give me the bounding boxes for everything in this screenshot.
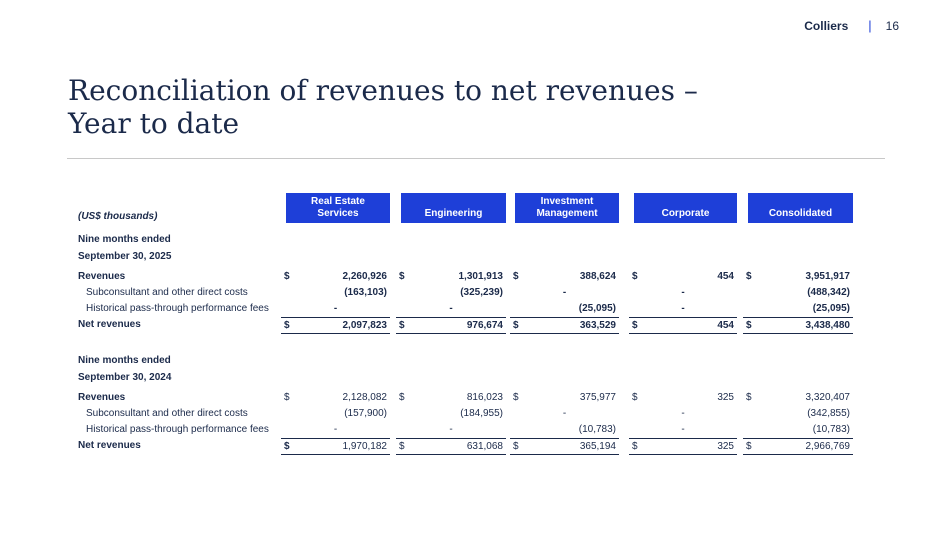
section-heading bbox=[78, 231, 858, 265]
table-row bbox=[78, 317, 858, 333]
revenue-reconciliation-table bbox=[78, 193, 858, 454]
table-row bbox=[78, 390, 858, 406]
row-label: Revenues bbox=[78, 271, 126, 282]
cell-value: (157,900) bbox=[344, 408, 387, 419]
value-cell bbox=[743, 422, 853, 437]
value-cell bbox=[743, 390, 853, 405]
value-cell bbox=[510, 422, 619, 437]
value-cell bbox=[510, 438, 619, 455]
cell-value: 454 bbox=[717, 320, 734, 331]
section-heading-line1: Nine months ended bbox=[78, 355, 171, 366]
cell-value: (325,239) bbox=[460, 287, 503, 298]
table-row bbox=[78, 301, 858, 317]
currency-symbol: $ bbox=[746, 271, 752, 282]
row-label: Net revenues bbox=[78, 319, 141, 330]
column-header-line2: Corporate bbox=[661, 208, 710, 219]
cell-value: - bbox=[681, 424, 685, 435]
cell-value: - bbox=[681, 303, 685, 314]
cell-value: - bbox=[681, 408, 685, 419]
row-label: Historical pass-through performance fees bbox=[86, 424, 269, 435]
cell-value: (25,095) bbox=[812, 303, 850, 314]
column-header-line2: Management bbox=[536, 208, 598, 219]
cell-value: 3,438,480 bbox=[805, 320, 850, 331]
title-line-2: Year to date bbox=[68, 107, 240, 140]
currency-symbol: $ bbox=[399, 271, 405, 282]
table-header bbox=[78, 193, 858, 223]
title-line-1: Reconciliation of revenues to net revenues – bbox=[68, 74, 698, 107]
value-cell bbox=[510, 285, 619, 300]
cell-value: - bbox=[562, 287, 567, 298]
cell-value: 2,097,823 bbox=[342, 320, 387, 331]
row-label: Net revenues bbox=[78, 440, 141, 451]
value-cell bbox=[510, 317, 619, 334]
value-cell bbox=[281, 269, 390, 284]
value-cell bbox=[743, 269, 853, 284]
cell-value: (163,103) bbox=[344, 287, 387, 298]
cell-value: - bbox=[681, 287, 685, 298]
units-label: (US$ thousands) bbox=[78, 211, 158, 222]
page-number: 16 bbox=[885, 18, 899, 33]
value-cell bbox=[629, 438, 737, 455]
value-cell bbox=[743, 285, 853, 300]
currency-symbol: $ bbox=[513, 320, 519, 331]
table-row bbox=[78, 406, 858, 422]
value-cell bbox=[396, 285, 506, 300]
currency-symbol: $ bbox=[632, 320, 638, 331]
currency-symbol: $ bbox=[399, 392, 405, 403]
column-header-line2: Consolidated bbox=[768, 208, 833, 219]
cell-value: 325 bbox=[717, 392, 734, 403]
cell-value: - bbox=[449, 303, 453, 314]
cell-value: 1,301,913 bbox=[458, 271, 503, 282]
cell-value: 454 bbox=[717, 271, 734, 282]
section-heading-line2: September 30, 2024 bbox=[78, 372, 172, 383]
column-header-text bbox=[425, 208, 483, 220]
column-header bbox=[515, 193, 619, 223]
top-bar bbox=[804, 18, 899, 33]
cell-value: 816,023 bbox=[466, 392, 503, 403]
currency-symbol: $ bbox=[746, 392, 752, 403]
value-cell bbox=[281, 390, 390, 405]
value-cell bbox=[629, 422, 737, 437]
cell-value: 1,970,182 bbox=[342, 441, 387, 452]
title-divider bbox=[67, 158, 885, 159]
value-cell bbox=[629, 285, 737, 300]
value-cell bbox=[629, 301, 737, 316]
cell-value: - bbox=[333, 424, 338, 435]
table-row bbox=[78, 285, 858, 301]
cell-value: 363,529 bbox=[579, 320, 616, 331]
currency-symbol: $ bbox=[284, 271, 290, 282]
value-cell bbox=[281, 406, 390, 421]
column-header bbox=[286, 193, 390, 223]
value-cell bbox=[629, 317, 737, 334]
value-cell bbox=[510, 406, 619, 421]
table-row bbox=[78, 422, 858, 438]
column-header bbox=[748, 193, 853, 223]
value-cell bbox=[629, 269, 737, 284]
cell-value: 2,966,769 bbox=[805, 441, 850, 452]
section-heading bbox=[78, 352, 858, 386]
cell-value: 3,951,917 bbox=[805, 271, 850, 282]
cell-value: 2,128,082 bbox=[342, 392, 387, 403]
value-cell bbox=[510, 301, 619, 316]
cell-value: 2,260,926 bbox=[342, 271, 387, 282]
currency-symbol: $ bbox=[746, 441, 752, 452]
column-header bbox=[401, 193, 506, 223]
header-separator: | bbox=[868, 18, 872, 33]
cell-value: (25,095) bbox=[578, 303, 616, 314]
value-cell bbox=[396, 406, 506, 421]
currency-symbol: $ bbox=[284, 441, 290, 452]
value-cell bbox=[396, 390, 506, 405]
cell-value: (10,783) bbox=[578, 424, 616, 435]
section-heading-line1: Nine months ended bbox=[78, 234, 171, 245]
value-cell bbox=[396, 269, 506, 284]
cell-value: 388,624 bbox=[579, 271, 616, 282]
currency-symbol: $ bbox=[399, 320, 405, 331]
cell-value: - bbox=[333, 303, 338, 314]
value-cell bbox=[281, 438, 390, 455]
value-cell bbox=[629, 406, 737, 421]
cell-value: 375,977 bbox=[579, 392, 616, 403]
currency-symbol: $ bbox=[513, 271, 519, 282]
row-label: Revenues bbox=[78, 392, 126, 403]
value-cell bbox=[396, 317, 506, 334]
value-cell bbox=[743, 301, 853, 316]
value-cell bbox=[396, 422, 506, 437]
value-cell bbox=[281, 422, 390, 437]
table-row bbox=[78, 269, 858, 285]
cell-value: (342,855) bbox=[807, 408, 850, 419]
table-row bbox=[78, 438, 858, 454]
currency-symbol: $ bbox=[513, 392, 519, 403]
row-label: Subconsultant and other direct costs bbox=[86, 287, 248, 298]
value-cell bbox=[743, 438, 853, 455]
page-title bbox=[68, 74, 788, 140]
column-header-line1: Investment bbox=[540, 196, 594, 207]
value-cell bbox=[629, 390, 737, 405]
value-cell bbox=[510, 269, 619, 284]
cell-value: 631,068 bbox=[466, 441, 503, 452]
currency-symbol: $ bbox=[632, 271, 638, 282]
currency-symbol: $ bbox=[284, 392, 290, 403]
column-header-text bbox=[662, 208, 710, 220]
cell-value: 976,674 bbox=[466, 320, 503, 331]
column-header-text bbox=[536, 196, 597, 220]
column-header-line2: Services bbox=[317, 208, 359, 219]
column-header bbox=[634, 193, 737, 223]
currency-symbol: $ bbox=[632, 392, 638, 403]
currency-symbol: $ bbox=[632, 441, 638, 452]
currency-symbol: $ bbox=[746, 320, 752, 331]
column-header-line1: Real Estate bbox=[311, 196, 365, 207]
cell-value: (10,783) bbox=[812, 424, 850, 435]
cell-value: 3,320,407 bbox=[805, 392, 850, 403]
row-label: Historical pass-through performance fees bbox=[86, 303, 269, 314]
value-cell bbox=[281, 285, 390, 300]
value-cell bbox=[743, 406, 853, 421]
currency-symbol: $ bbox=[513, 441, 519, 452]
value-cell bbox=[396, 438, 506, 455]
cell-value: - bbox=[562, 408, 567, 419]
cell-value: - bbox=[449, 424, 453, 435]
column-header-line2: Engineering bbox=[424, 208, 483, 219]
brand-name: Colliers bbox=[804, 18, 849, 33]
value-cell bbox=[743, 317, 853, 334]
column-header-text bbox=[769, 208, 832, 220]
currency-symbol: $ bbox=[399, 441, 405, 452]
cell-value: 325 bbox=[717, 441, 734, 452]
value-cell bbox=[510, 390, 619, 405]
column-header-text bbox=[311, 196, 365, 220]
cell-value: (184,955) bbox=[460, 408, 503, 419]
value-cell bbox=[281, 317, 390, 334]
cell-value: (488,342) bbox=[807, 287, 850, 298]
cell-value: 365,194 bbox=[579, 441, 616, 452]
value-cell bbox=[281, 301, 390, 316]
section-heading-line2: September 30, 2025 bbox=[78, 251, 172, 262]
currency-symbol: $ bbox=[284, 320, 290, 331]
value-cell bbox=[396, 301, 506, 316]
row-label: Subconsultant and other direct costs bbox=[86, 408, 248, 419]
